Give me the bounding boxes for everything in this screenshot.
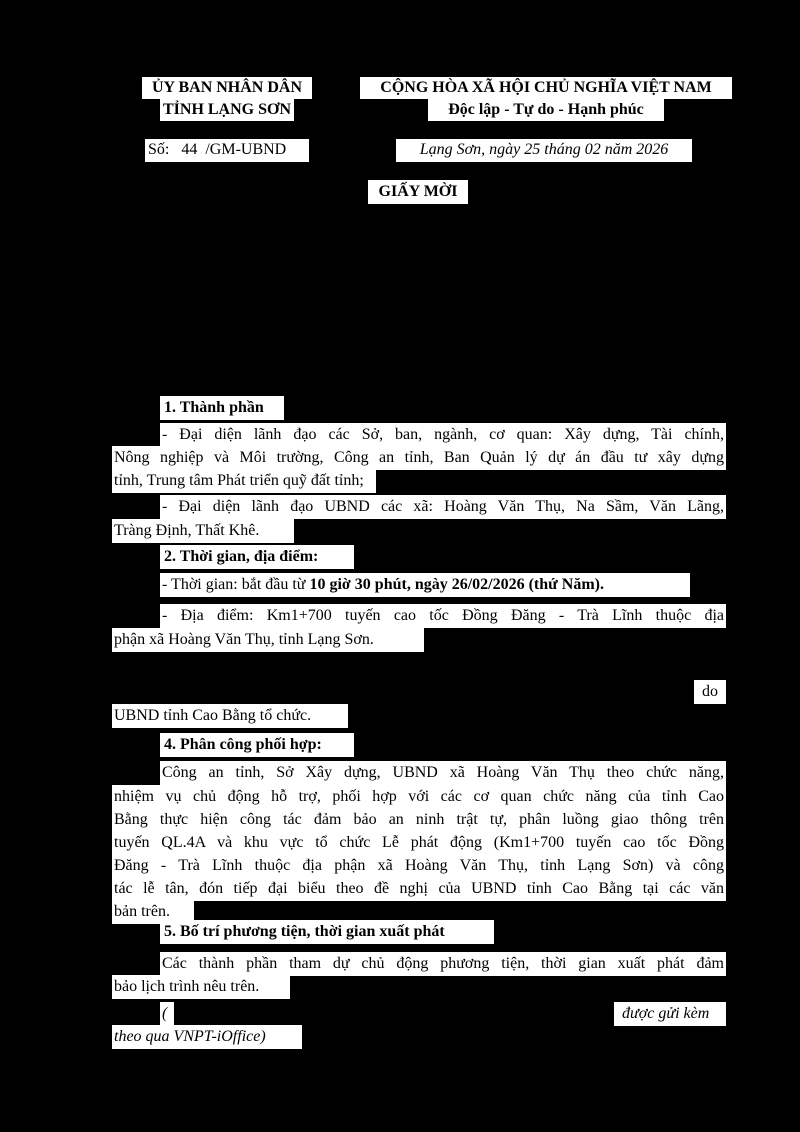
section-1-para2-line1: - Đại diện lãnh đạo UBND các xã: Hoàng Văn Thụ, Na Sầm, Văn Lãng,: [162, 498, 724, 515]
section-3-fragment: do: [702, 683, 718, 700]
document-title: GIẤY MỜI: [378, 183, 458, 200]
number-suffix: /GM-UBND: [205, 141, 287, 158]
section-1-para1-line1: - Đại diện lãnh đạo các Sở, ban, ngành, cơ quan: Xây dựng, Tài chính,: [162, 426, 724, 443]
section-4-line1: Công an tỉnh, Sở Xây dựng, UBND xã Hoàng Văn Thụ theo chức năng,: [162, 764, 724, 781]
nation-motto: Độc lập - Tự do - Hạnh phúc: [448, 101, 644, 118]
section-1-para1-line3: tỉnh, Trung tâm Phát triển quỹ đất tỉnh;: [114, 472, 364, 489]
section-1-para1-line2: Nông nghiệp và Môi trường, Công an tỉnh, Ban Quản lý dự án đầu tư xây dựng: [114, 449, 724, 466]
time-prefix: - Thời gian: bắt đầu từ: [162, 576, 306, 593]
section-4-line5: Đăng - Trà Lĩnh thuộc địa phận xã Hoàng Văn Thụ, tỉnh Lạng Sơn) và công: [114, 857, 724, 874]
nation-title: CỘNG HÒA XÃ HỘI CHỦ NGHĨA VIỆT NAM: [380, 79, 712, 96]
place-date: Lạng Sơn, ngày 25 tháng 02 năm 2026: [419, 141, 669, 158]
section-5-line2: bảo lịch trình nêu trên.: [114, 978, 260, 995]
section-5-title: 5. Bố trí phương tiện, thời gian xuất phát: [164, 923, 445, 940]
section-4-line3: Bằng thực hiện công tác đảm bảo an ninh trật tự, phân luồng giao thông trên: [114, 811, 724, 828]
org-name-line2: TỈNH LẠNG SƠN: [162, 101, 292, 118]
note-right-fragment: được gửi kèm: [622, 1005, 710, 1022]
number-prefix: Số:: [148, 141, 170, 158]
section-3-line2: UBND tỉnh Cao Bằng tổ chức.: [114, 707, 312, 724]
document-number: [148, 140, 286, 160]
section-4-line7: bản trên.: [114, 903, 170, 920]
section-2-place-line2: phận xã Hoàng Văn Thụ, tỉnh Lạng Sơn.: [114, 631, 374, 648]
section-2-time: [162, 575, 604, 595]
section-5-line1: Các thành phần tham dự chủ động phương tiện, thời gian xuất phát đảm: [162, 955, 724, 972]
section-4-line6: tác lễ tân, đón tiếp đại biểu theo đề nghị của UBND tỉnh Cao Bằng tại các văn: [114, 880, 724, 897]
number-value: 44: [181, 141, 198, 158]
section-1-para2-line2: Tràng Định, Thất Khê.: [114, 522, 260, 539]
section-4-line4: tuyến QL.4A và khu vực tổ chức Lễ phát động (Km1+700 tuyến cao tốc Đồng: [114, 834, 724, 851]
note-open-paren: (: [162, 1005, 168, 1022]
section-4-line2: nhiệm vụ chủ động hỗ trợ, phối hợp với các cơ quan chức năng của tỉnh Cao: [114, 788, 724, 805]
note-line2: theo qua VNPT-iOffice): [114, 1028, 266, 1045]
org-name-line1: ỦY BAN NHÂN DÂN: [151, 79, 303, 96]
time-value: 10 giờ 30 phút, ngày 26/02/2026 (thứ Năm).: [309, 576, 604, 593]
section-2-place-line1: - Địa điểm: Km1+700 tuyến cao tốc Đồng Đăng - Trà Lĩnh thuộc địa: [162, 607, 724, 624]
section-2-title: 2. Thời gian, địa điểm:: [164, 548, 319, 565]
section-4-title: 4. Phân công phối hợp:: [164, 736, 322, 753]
section-1-title: 1. Thành phần: [164, 399, 264, 416]
